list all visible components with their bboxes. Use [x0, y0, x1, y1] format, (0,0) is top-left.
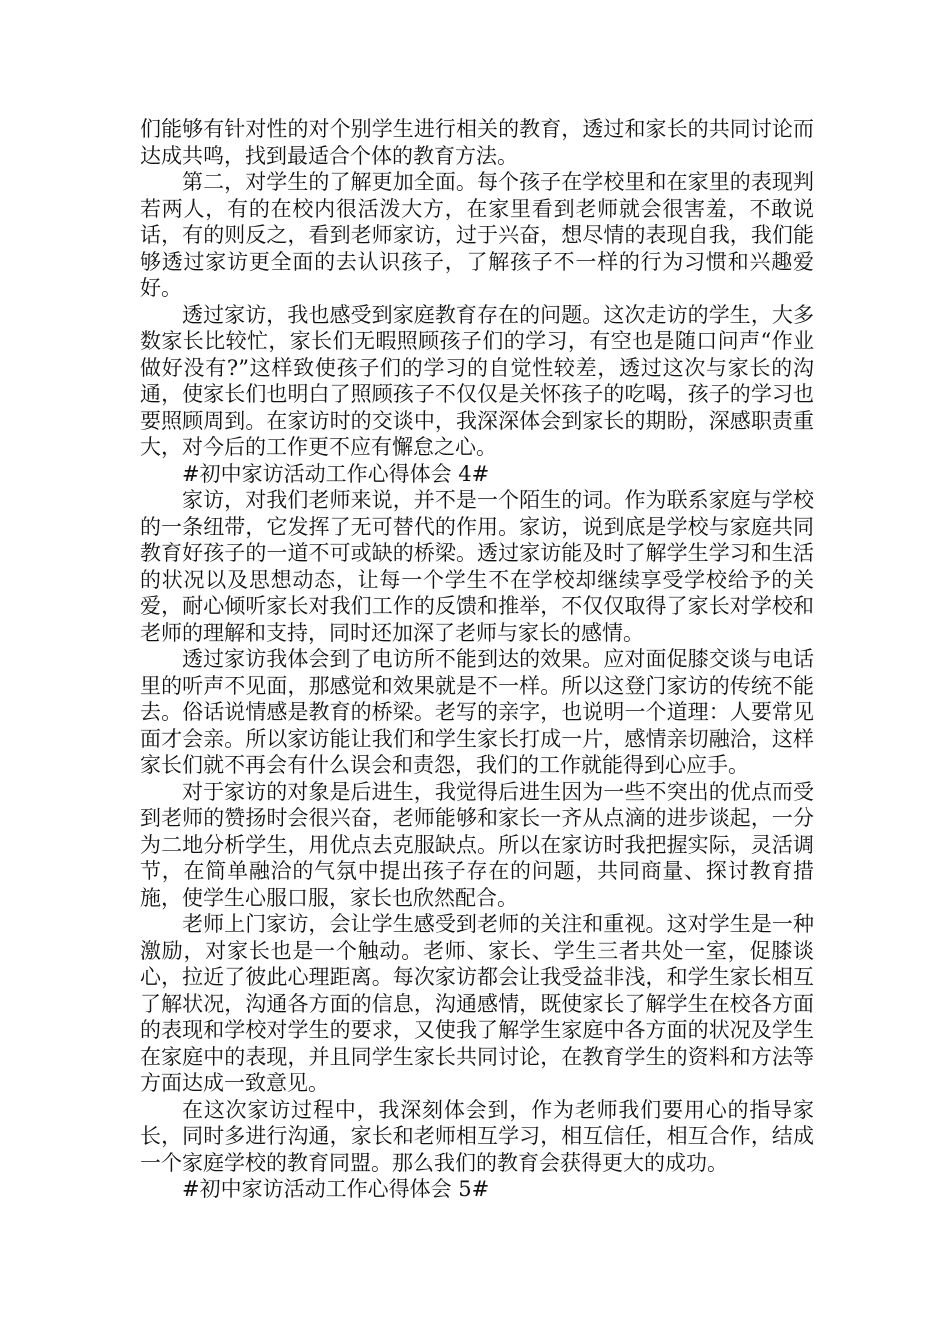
paragraph: 家访，对我们老师来说，并不是一个陌生的词。作为联系家庭与学校的一条纽带，它发挥了无可替代的作用。家访，说到底是学校与家庭共同教育好孩子的一道不可或缺的桥梁。透过家访能及时了解学生学习和生活的状况以及思想动态，让每一个学生不在学校却继续享受学校给予的关爱，耐心倾听家长对我们工作的反馈和推举，不仅仅取得了家长对学校和老师的理解和支持，同时还加深了老师与家长的感情。	[140, 488, 814, 645]
paragraph: 对于家访的对象是后进生，我觉得后进生因为一些不突出的优点而受到老师的赞扬时会很兴奋，老师能够和家长一齐从点滴的进步谈起，一分为二地分析学生，用优点去克服缺点。所以在家访时我把握实际，灵活调节，在简单融洽的气氛中提出孩子存在的问题，共同商量、探讨教育措施，使学生心服口服，家长也欣然配合。	[140, 779, 814, 910]
section-heading: #初中家访活动工作心得体会 4#	[182, 461, 490, 486]
paragraph: 老师上门家访，会让学生感受到老师的关注和重视。这对学生是一种激励，对家长也是一个触动。老师、家长、学生三者共处一室，促膝谈心，拉近了彼此心理距离。每次家访都会让我受益非浅，和学生家长相互了解状况，沟通各方面的信息，沟通感情，既使家长了解学生在校各方面的表现和学校对学生的要求，又使我了解学生家庭中各方面的状况及学生在家庭中的表现，并且同学生家长共同讨论，在教育学生的资料和方法等方面达成一致意见。	[140, 912, 814, 1095]
paragraph: 们能够有针对性的对个别学生进行相关的教育，透过和家长的共同讨论而达成共鸣，找到最适合个体的教育方法。	[140, 117, 814, 168]
paragraph: 第二，对学生的了解更加全面。每个孩子在学校里和在家里的表现判若两人，有的在校内很活泼大方，在家里看到老师就会很害羞，不敢说话，有的则反之，看到老师家访，过于兴奋，想尽情的表现自我，我们能够透过家访更全面的去认识孩子，了解孩子不一样的行为习惯和兴趣爱好。	[140, 170, 814, 300]
paragraph: 在这次家访过程中，我深刻体会到，作为老师我们要用心的指导家长，同时多进行沟通，家长和老师相互学习，相互信任，相互合作，结成一个家庭学校的教育同盟。那么我们的教育会获得更大的成功。	[140, 1097, 814, 1175]
paragraph: 透过家访我体会到了电访所不能到达的效果。应对面促膝交谈与电话里的听声不见面，那感觉和效果就是不一样。所以这登门家访的传统不能去。俗话说情感是教育的桥梁。老写的亲字，也说明一个道理：人要常见面才会亲。所以家访能让我们和学生家长打成一片，感情亲切融洽，这样家长们就不再会有什么误会和责怨，我们的工作就能得到心应手。	[140, 647, 814, 777]
section-heading: #初中家访活动工作心得体会 5#	[182, 1177, 490, 1201]
document-body	[140, 116, 814, 1203]
paragraph: 透过家访，我也感受到家庭教育存在的问题。这次走访的学生，大多数家长比较忙，家长们无暇照顾孩子们的学习，有空也是随口问声“作业做好没有?”这样致使孩子们的学习的自觉性较差，透过这次与家长的沟通，使家长们也明白了照顾孩子不仅仅是关怀孩子的吃喝，孩子的学习也要照顾周到。在家访时的交谈中，我深深体会到家长的期盼，深感职责重大，对今后的工作更不应有懈怠之心。	[140, 302, 814, 459]
